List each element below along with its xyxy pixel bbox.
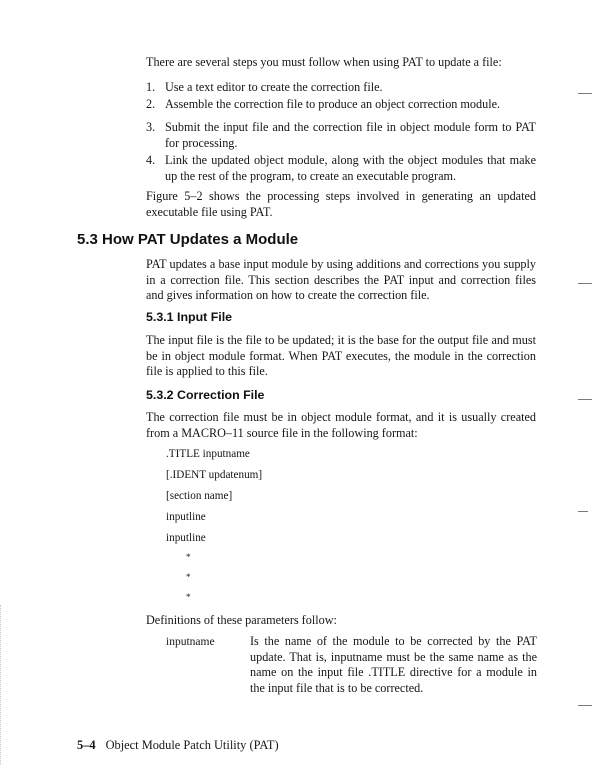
page-footer	[77, 738, 279, 753]
change-bar-mark	[578, 93, 592, 94]
change-bar-mark	[578, 399, 592, 400]
section-heading-5-3-2: 5.3.2 Correction File	[146, 388, 265, 402]
ellipsis-mark: *	[186, 552, 191, 562]
step-number: 2.	[146, 97, 156, 111]
step-number: 4.	[146, 153, 156, 167]
change-bar-mark	[578, 283, 592, 284]
section-5-3-2-body: The correction file must be in object module format, and it is usually created from a MACRO–11 source file in the following format:	[146, 410, 536, 440]
intro-paragraph: There are several steps you must follow when using PAT to update a file:	[146, 55, 502, 69]
code-line-ident: [.IDENT updatenum]	[166, 469, 263, 481]
scan-edge	[0, 605, 2, 765]
section-5-3-1-body: The input file is the file to be updated; it is the base for the output file and must be in object module format. When PAT executes, the module in the correction file is applied to this file.	[146, 333, 536, 378]
step-text: Link the updated object module, along with the object modules that make up the rest of the program, to create an executable program.	[165, 153, 536, 183]
ellipsis-mark: *	[186, 592, 191, 602]
step-text: Submit the input file and the correction file in object module form to PAT for processing.	[165, 120, 536, 150]
section-heading-5-3-1: 5.3.1 Input File	[146, 310, 233, 324]
step-text: Assemble the correction file to produce an object correction module.	[165, 97, 501, 111]
page-number: 5–4	[77, 738, 96, 752]
code-line-title: .TITLE inputname	[166, 448, 250, 460]
definition-term: inputname	[166, 636, 215, 648]
code-line-section: [section name]	[166, 490, 233, 502]
definition-text: Is the name of the module to be corrected by the PAT update. That is, inputname must be the same name as the name on the input file .TITLE directive for a module in the input file that is to be corrected.	[250, 634, 537, 695]
footer-title: Object Module Patch Utility (PAT)	[105, 738, 279, 752]
figure-note: Figure 5–2 shows the processing steps involved in generating an updated executable file using PAT.	[146, 189, 536, 219]
ellipsis-mark: *	[186, 572, 191, 582]
step-number: 3.	[146, 120, 156, 134]
code-line-inputline: inputline	[166, 511, 206, 523]
section-heading-5-3: 5.3 How PAT Updates a Module	[77, 231, 299, 248]
definitions-intro: Definitions of these parameters follow:	[146, 613, 337, 627]
change-bar-mark	[578, 705, 592, 706]
step-number: 1.	[146, 80, 156, 94]
section-5-3-body: PAT updates a base input module by using additions and corrections you supply in a correction file. This section describes the PAT input and correction files and gives information on how to create the correction file.	[146, 257, 536, 302]
code-line-inputline: inputline	[166, 532, 206, 544]
change-bar-mark	[578, 511, 588, 512]
step-text: Use a text editor to create the correction file.	[165, 80, 383, 94]
